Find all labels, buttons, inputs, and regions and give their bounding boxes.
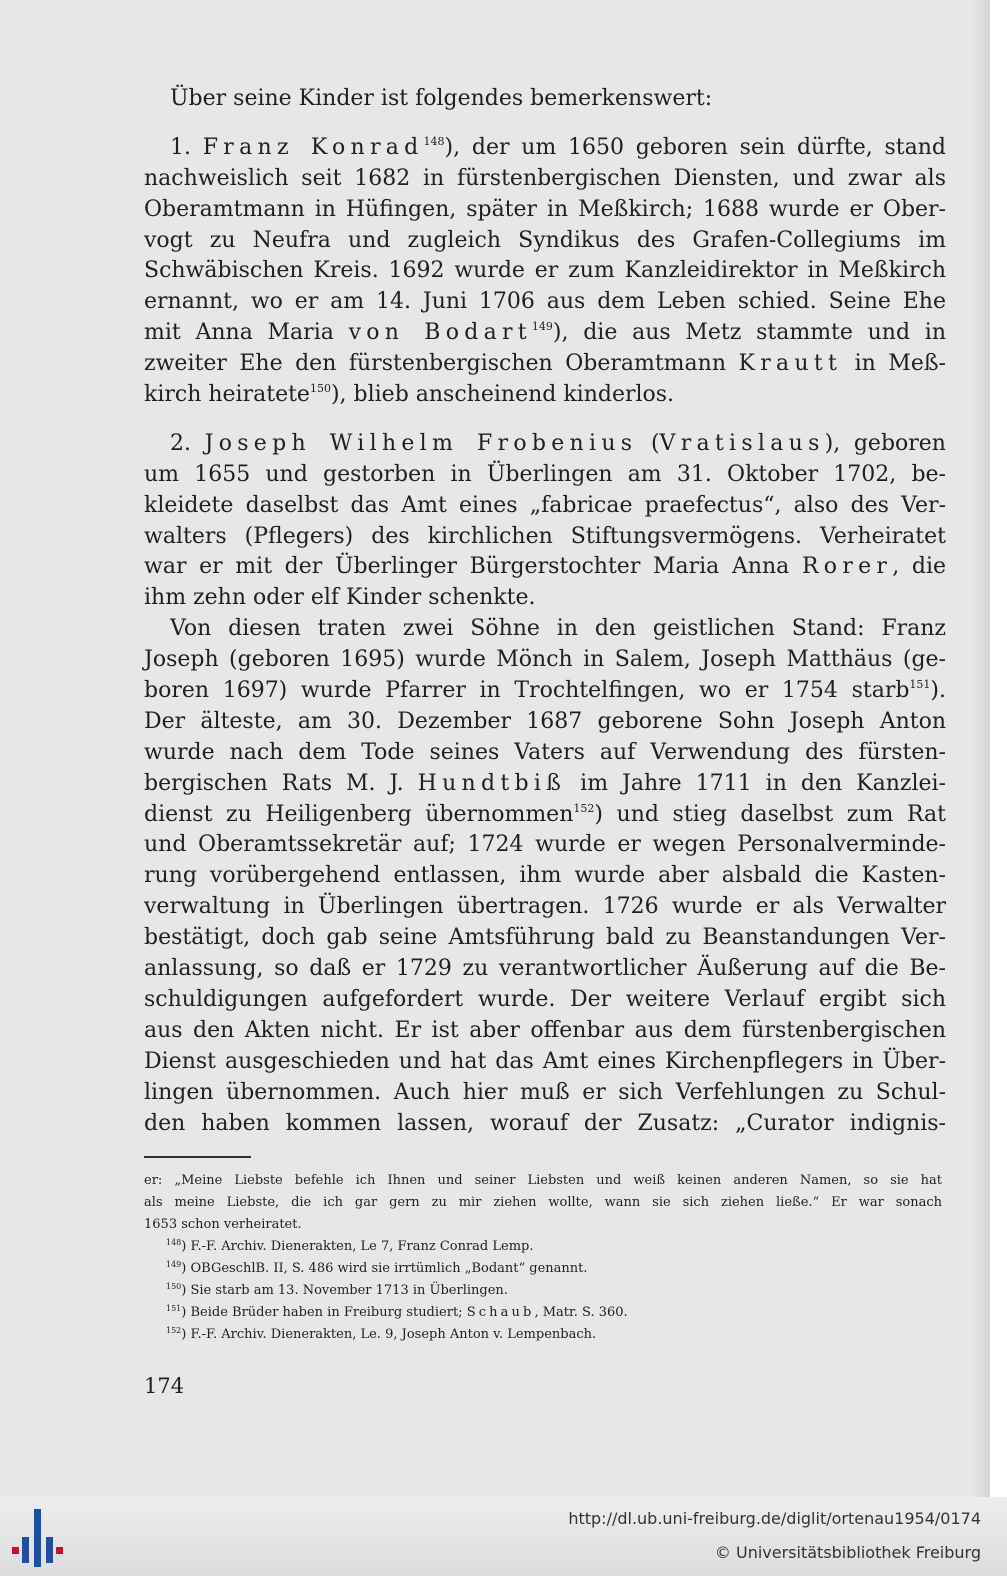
footnote-152: $^{152}$) F.-F. Archiv. Dienerakten, Le. 9, Joseph Anton v. Lempenbach. [166,1326,597,1342]
text-line: rung vorübergehend entlassen, ihm wurde aber alsbald die Kasten- [144,863,946,889]
footnotes [144,1170,942,1346]
footnote-ref: 148 [423,134,445,148]
text-line: 2. Joseph Wilhelm Frobenius (Vratislaus), geboren [170,430,946,456]
footnote-ref: 149 [531,320,553,334]
footnote-ref: 152 [573,801,595,815]
person-name: Vratislaus [659,430,825,456]
text-line: war er mit der Überlinger Bürgerstochter Maria Anna Rorer, die [144,554,946,580]
library-logo-icon [12,1509,66,1567]
text-line: vogt zu Neufra und zugleich Syndikus des Grafen-Collegiums im [144,227,946,253]
footnote-continuation: als meine Liebste, die ich gar gern zu mir ziehen wollte, wann sie sich ziehen ließe.“ Er war sonach [144,1195,942,1210]
copyright-notice: © Universitätsbibliothek Freiburg [714,1543,981,1562]
footnote-148: $^{148}$) F.-F. Archiv. Dienerakten, Le 7, Franz Conrad Lemp. [166,1238,534,1254]
text-line: lingen übernommen. Auch hier muß er sich Verfehlungen zu Schul- [144,1079,946,1105]
text-line: dienst zu Heiligenberg übernommen$^{152}$) und stieg daselbst zum Rat [144,801,946,827]
footnote-divider [144,1156,251,1158]
footnote-continuation: 1653 schon verheiratet. [144,1217,302,1232]
paragraph-children [144,614,946,1139]
text-line: Schwäbischen Kreis. 1692 wurde er zum Kanzleidirektor in Meßkirch [144,258,946,284]
person-name: Joseph Wilhelm Frobenius [204,430,638,456]
text-line: anlassung, so daß er 1729 zu verantwortlicher Äußerung auf die Be- [144,956,946,982]
paragraph-franz-konrad [144,133,946,411]
person-name: Krautt [738,351,843,377]
footnote-151: $^{151}$) Beide Brüder haben in Freiburg studiert; Schaub, Matr. S. 360. [166,1304,628,1320]
text-line: Dienst ausgeschieden und hat das Amt eines Kirchenpflegers in Über- [144,1048,946,1074]
text-line: Oberamtmann in Hüfingen, später in Meßkirch; 1688 wurde er Ober- [144,196,946,222]
person-name: Rorer [801,554,893,580]
body-text [144,84,946,1139]
text-line: den haben kommen lassen, worauf der Zusatz: „Curator indignis- [144,1110,946,1136]
text-line: verwaltung in Überlingen übertragen. 1726 wurde er als Verwalter [144,894,946,920]
text-line: zweiter Ehe den fürstenbergischen Oberamtmann Krautt in Meß- [144,351,946,377]
text-line: mit Anna Maria von Bodart$^{149}$), die aus Metz stammte und in [144,320,946,346]
person-name: Schaub [466,1305,535,1320]
text-line: 1. Franz Konrad$^{148}$), der um 1650 geboren sein dürfte, stand [170,134,946,160]
person-name: Franz Konrad [202,134,424,160]
footnote-149: $^{149}$) OBGeschlB. II, S. 486 wird sie irrtümlich „Bodant“ genannt. [166,1260,588,1276]
text-line: aus den Akten nicht. Er ist aber offenbar aus dem fürstenbergischen [144,1017,946,1043]
text-line: ihm zehn oder elf Kinder schenkte. [144,585,536,611]
footnote-ref: 150 [309,382,331,396]
footnote-continuation: er: „Meine Liebste befehle ich Ihnen und seiner Liebsten und weiß keinen anderen Namen, so sie hat [144,1173,942,1188]
text-line: nachweislich seit 1682 in fürstenbergischen Diensten, und zwar als [144,165,946,191]
footnote-150: $^{150}$) Sie starb am 13. November 1713 in Überlingen. [166,1282,508,1298]
text-line: bergischen Rats M. J. Hundtbiß im Jahre 1711 in den Kanzlei- [144,770,946,796]
text-line: um 1655 und gestorben in Überlingen am 31. Oktober 1702, be- [144,461,946,487]
page-number: 174 [144,1374,185,1398]
text-line: schuldigungen aufgefordert wurde. Der weitere Verlauf ergibt sich [144,986,946,1012]
text-line: Von diesen traten zwei Söhne in den geistlichen Stand: Franz [170,616,946,642]
text-line: wurde nach dem Tode seines Vaters auf Verwendung des fürsten- [144,739,946,765]
person-name: Hundtbiß [417,770,567,796]
person-name: von Bodart [348,320,532,346]
text-line: bestätigt, doch gab seine Amtsführung bald zu Beanstandungen Ver- [144,925,946,951]
text-line: walters (Pflegers) des kirchlichen Stiftungsvermögens. Verheiratet [144,523,946,549]
text-line: kirch heiratete$^{150}$), blieb anscheinend kinderlos. [144,382,675,408]
text-line: boren 1697) wurde Pfarrer in Trochtelfingen, wo er 1754 starb$^{151}$). [144,678,946,704]
text-line: und Oberamtssekretär auf; 1724 wurde er wegen Personalverminde- [144,832,946,858]
paragraph-intro [144,84,946,115]
text-line: Joseph (geboren 1695) wurde Mönch in Salem, Joseph Matthäus (ge- [144,647,946,673]
text-line: Der älteste, am 30. Dezember 1687 geborene Sohn Joseph Anton [144,708,946,734]
text-line: kleidete daselbst das Amt eines „fabricae praefectus“, also des Ver- [144,492,946,518]
footer-bar [0,1497,1007,1576]
paragraph-joseph-wilhelm [144,429,946,614]
permalink-url[interactable]: http://dl.ub.uni-freiburg.de/diglit/ortenau1954/0174 [568,1509,981,1528]
footnote-ref: 151 [909,678,931,692]
text-line: ernannt, wo er am 14. Juni 1706 aus dem Leben schied. Seine Ehe [144,289,946,315]
intro-text: Über seine Kinder ist folgendes bemerkenswert: [170,86,713,111]
